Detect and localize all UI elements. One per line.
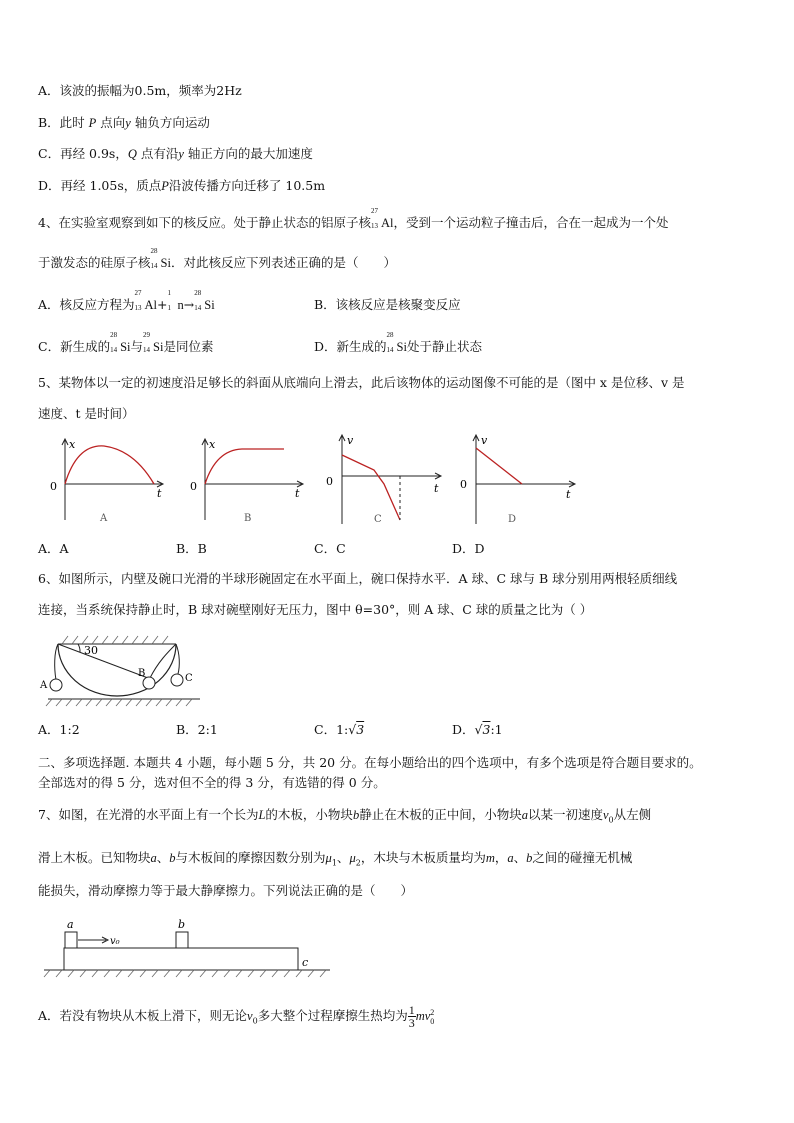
q6-option-d: D．√3:1 bbox=[452, 722, 503, 737]
graph-d bbox=[456, 430, 586, 526]
graph-d-curve bbox=[476, 448, 522, 484]
graph-a-curve bbox=[65, 446, 154, 484]
svg-text:a: a bbox=[67, 918, 74, 931]
svg-text:0: 0 bbox=[460, 478, 467, 491]
q6-option-c: C．1:√3 bbox=[314, 722, 365, 737]
svg-text:v₀: v₀ bbox=[110, 936, 120, 947]
q4-option-d: D．新生成的 28 14 Si处于静止状态 bbox=[314, 331, 482, 354]
svg-text:C: C bbox=[374, 514, 382, 525]
ball-c bbox=[171, 674, 183, 686]
svg-text:t: t bbox=[157, 487, 162, 500]
q4-option-a: A．核反应方程为 27 13 Al+ 1 1 n→ 28 14 Si bbox=[38, 289, 215, 312]
svg-text:A: A bbox=[100, 513, 108, 524]
svg-text:A: A bbox=[40, 680, 48, 691]
q6-option-b: B．2:1 bbox=[176, 722, 218, 737]
q3-option-a: A．该波的振幅为0.5m，频率为2Hz bbox=[38, 83, 242, 98]
svg-text:b: b bbox=[178, 918, 186, 931]
si-nucleus: 28 14 Si bbox=[150, 247, 171, 270]
svg-text:c: c bbox=[302, 956, 309, 969]
q5-option-c: C．C bbox=[314, 541, 346, 556]
svg-text:B: B bbox=[138, 668, 146, 679]
bowl-diagram bbox=[38, 632, 208, 712]
al-nucleus: 27 13 Al bbox=[370, 207, 394, 230]
svg-text:v: v bbox=[347, 434, 354, 447]
q6-option-a: A．1:2 bbox=[38, 722, 80, 737]
q5-option-d: D．D bbox=[452, 541, 485, 556]
graph-c bbox=[322, 430, 452, 526]
svg-text:D: D bbox=[508, 514, 517, 525]
svg-text:v: v bbox=[481, 434, 488, 447]
board-diagram bbox=[40, 914, 340, 984]
q4-option-c: C．新生成的 28 14 Si与 29 14 Si是同位素 bbox=[38, 331, 214, 354]
section2-instructions: 全部选对的得 5 分，选对但不全的得 3 分，有选错的得 0 分。 bbox=[38, 775, 386, 790]
string-bc bbox=[176, 644, 179, 674]
q5-stem-line2: 速度、t 是时间） bbox=[38, 406, 135, 421]
svg-text:B: B bbox=[244, 513, 252, 524]
svg-text:t: t bbox=[295, 487, 300, 500]
q7-stem-line3: 能损失，滑动摩擦力等于最大静摩擦力。下列说法正确的是（ ） bbox=[38, 883, 414, 898]
q7-stem-line2: 滑上木板。已知物块a、b与木板间的摩擦因数分别为$\mu_1$、$\mu_2$，木块与木板质量均为m，a、b之间的碰撞无机械 bbox=[38, 850, 633, 868]
q5-option-a: A．A bbox=[38, 541, 69, 556]
section2-heading: 二、多项选择题. 本题共 4 小题，每小题 5 分，共 20 分。在每小题给出的四个选项中，有多个选项是符合题目要求的。 bbox=[38, 755, 702, 770]
q5-option-b: B．B bbox=[176, 541, 207, 556]
ball-a bbox=[50, 679, 62, 691]
bowl-arc bbox=[58, 644, 176, 696]
block-b bbox=[176, 932, 188, 948]
fraction: $\frac{1}{3}$ bbox=[408, 1003, 415, 1030]
q4-stem-line2: 于激发态的硅原子核 28 14 Si．对此核反应下列表述正确的是（ ） bbox=[38, 247, 396, 270]
svg-text:0: 0 bbox=[50, 480, 57, 493]
q6-stem-line1: 6、如图所示，内壁及碗口光滑的半球形碗固定在水平面上，碗口保持水平．A 球、C 球与 B 球分别用两根轻质细线 bbox=[38, 571, 678, 586]
block-a bbox=[65, 932, 77, 948]
q4-stem-line1: 4、在实验室观察到如下的核反应。处于静止状态的铝原子核 27 13 Al，受到一个运动粒子撞击后，合在一起成为一个处 bbox=[38, 207, 669, 230]
q6-stem-line2: 连接，当系统保持静止时，B 球对碗壁刚好无压力，图中 θ=30°，则 A 球、C 球的质量之比为（ ） bbox=[38, 602, 593, 617]
svg-text:t: t bbox=[566, 488, 571, 501]
svg-text:30: 30 bbox=[84, 644, 98, 657]
q3-option-d: D．再经 1.05s，质点P沿波传播方向迁移了 10.5m bbox=[38, 178, 326, 193]
svg-text:x: x bbox=[209, 438, 216, 451]
q7-option-a: A．若没有物块从木板上滑下，则无论$v_0$多大整个过程摩擦生热均为 $\frac{1}{3}$ mv 2 0 bbox=[38, 1003, 435, 1030]
graph-c-curve bbox=[342, 455, 400, 520]
q4-option-b: B．该核反应是核聚变反应 bbox=[314, 297, 461, 312]
graph-b bbox=[184, 436, 314, 528]
svg-text:x: x bbox=[69, 438, 76, 451]
svg-text:0: 0 bbox=[190, 480, 197, 493]
graph-a bbox=[44, 436, 174, 528]
graph-b-curve bbox=[205, 449, 284, 484]
q5-stem-line1: 5、某物体以一定的初速度沿足够长的斜面从底端向上滑去，此后该物体的运动图像不可能的是（图中 x 是位移、v 是 bbox=[38, 375, 685, 390]
svg-text:0: 0 bbox=[326, 475, 333, 488]
board-c bbox=[64, 948, 298, 970]
q3-option-b: B．此时 P 点向y 轴负方向运动 bbox=[38, 115, 210, 130]
svg-text:t: t bbox=[434, 482, 439, 495]
string-ab bbox=[58, 644, 148, 678]
svg-text:C: C bbox=[185, 673, 193, 684]
q3-option-c: C．再经 0.9s，Q 点有沿y 轴正方向的最大加速度 bbox=[38, 146, 313, 161]
q7-stem-line1: 7、如图，在光滑的水平面上有一个长为L的木板，小物块b静止在木板的正中间，小物块a以某一初速度$v_0$从左侧 bbox=[38, 807, 652, 825]
